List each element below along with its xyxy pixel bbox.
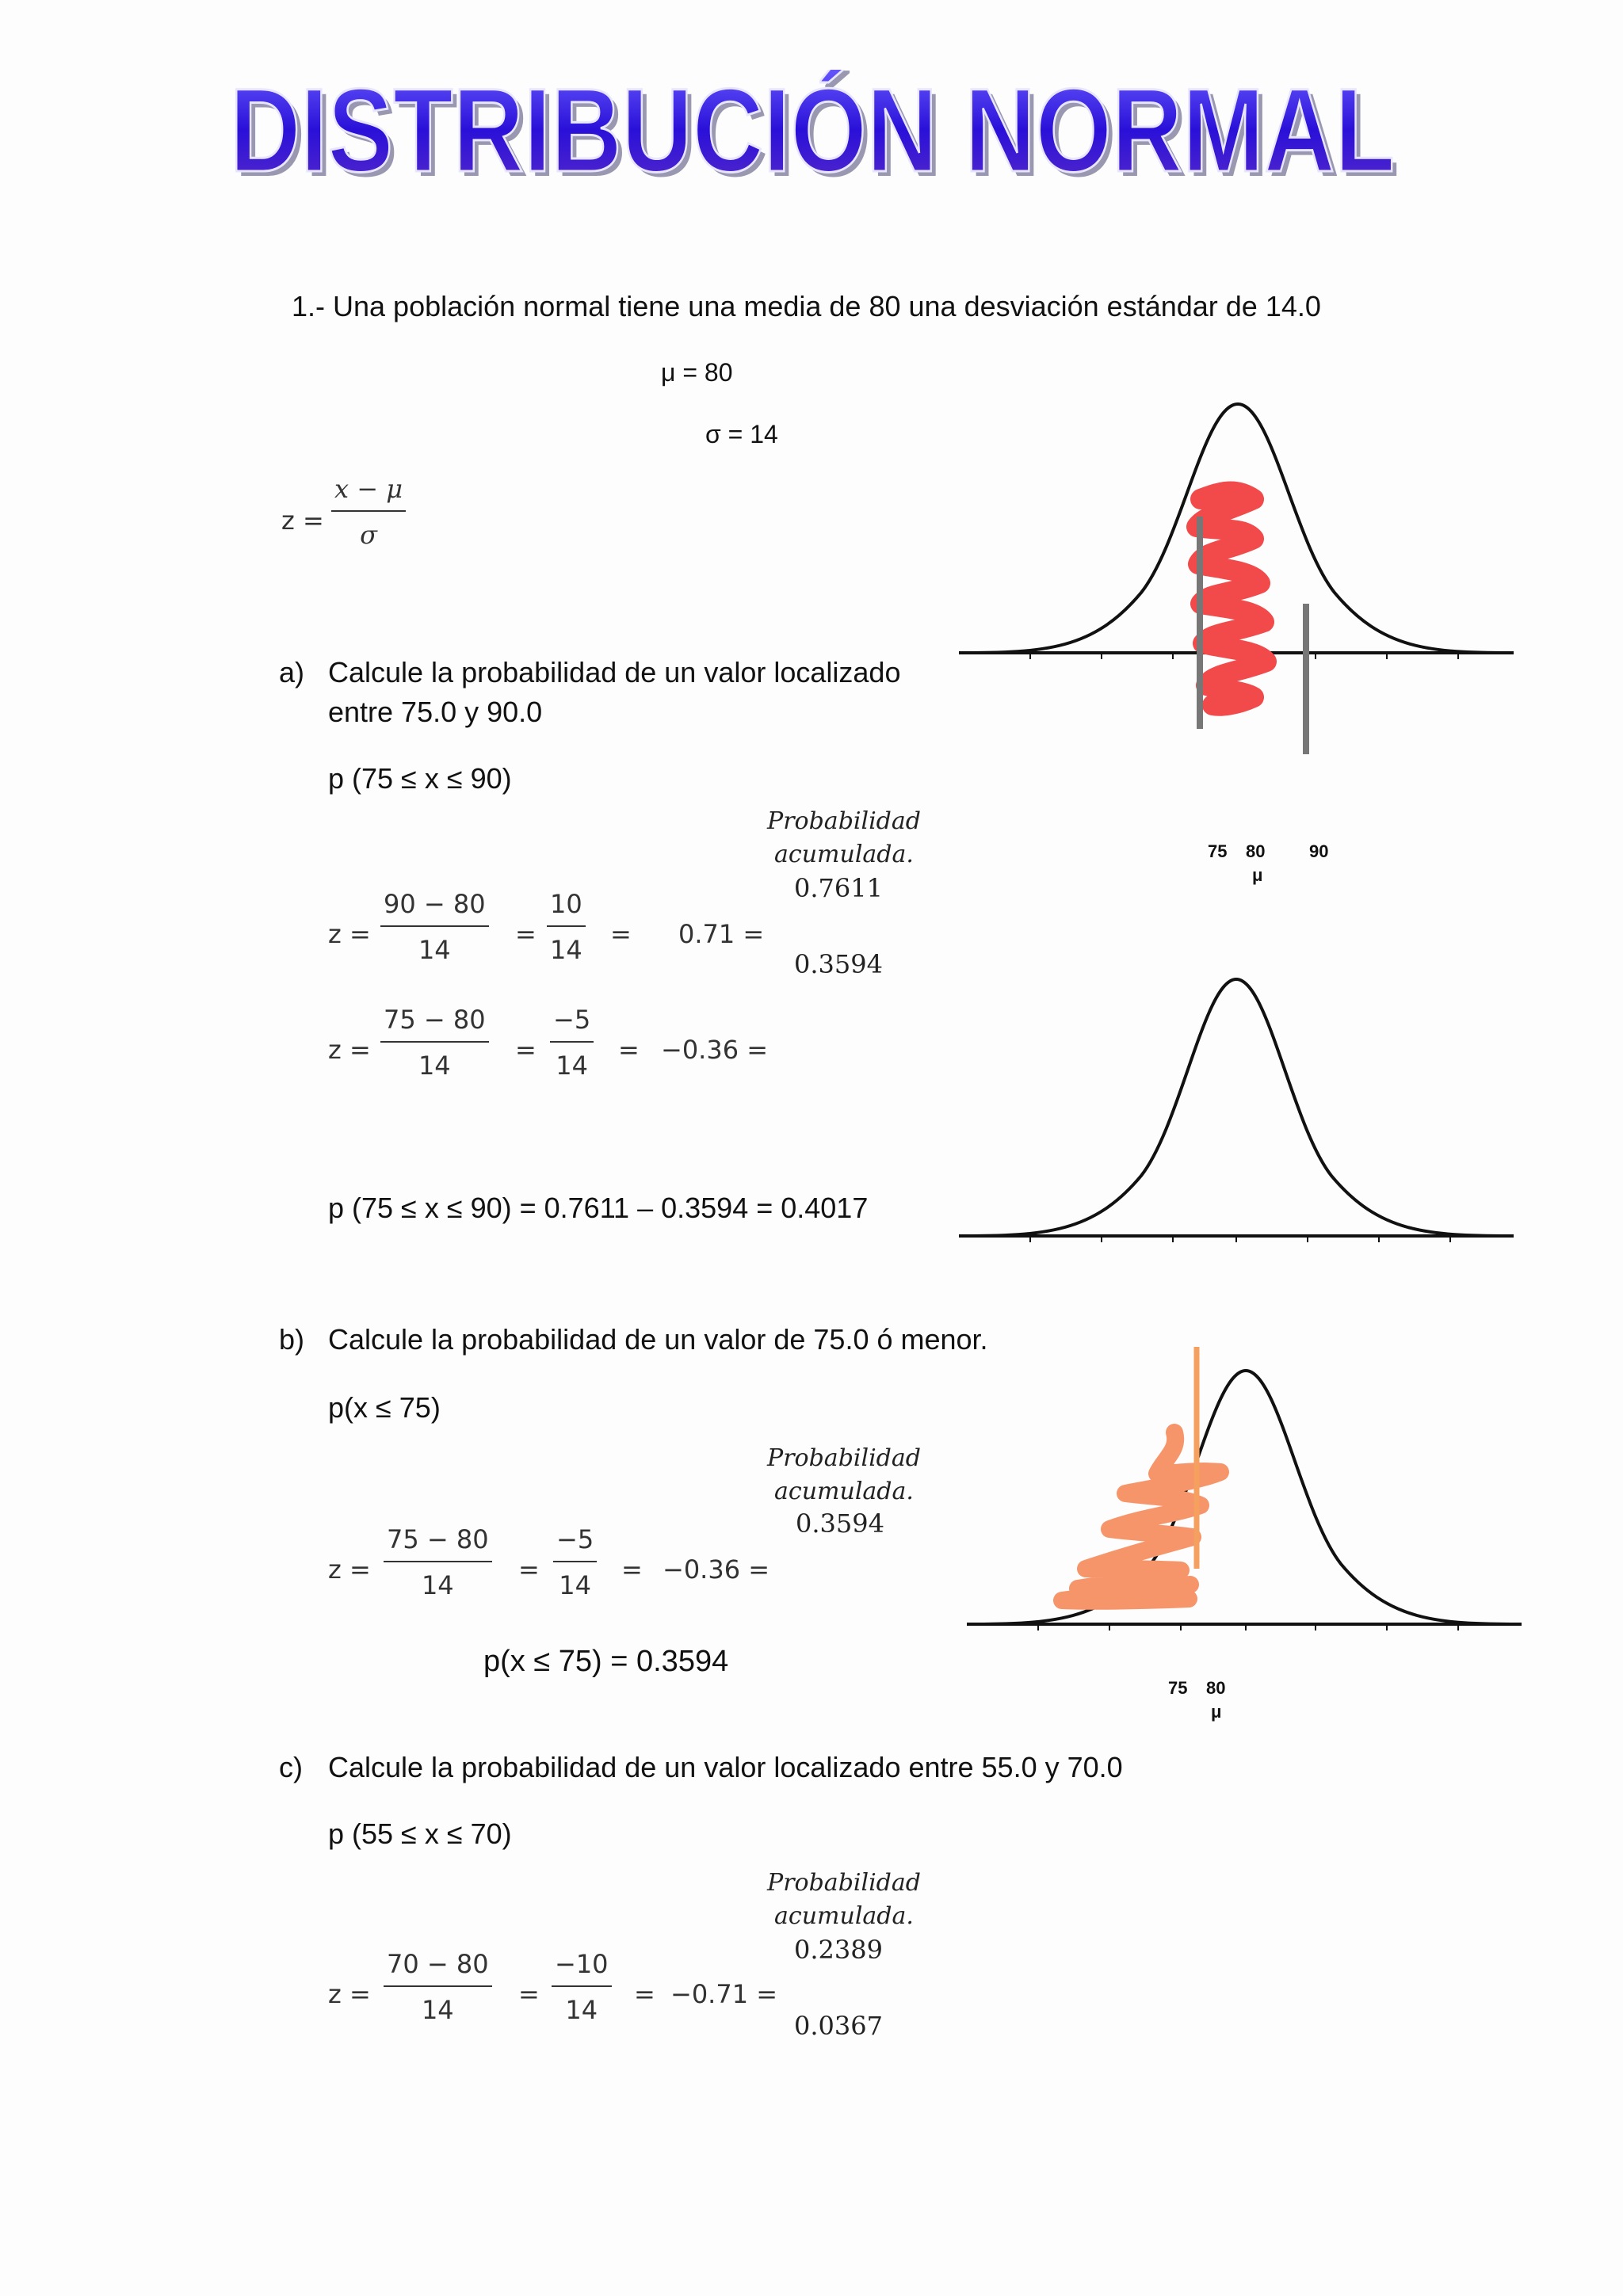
denominator: 14 bbox=[550, 935, 582, 965]
numerator: −5 bbox=[550, 1005, 594, 1043]
part-b-z1-eq1: = bbox=[518, 1554, 540, 1585]
part-c-label: c) bbox=[279, 1751, 303, 1783]
part-c-prob-header bbox=[745, 1867, 943, 1933]
formula-numerator: x − μ bbox=[331, 474, 406, 512]
part-c-z1-eq2: = bbox=[634, 1979, 655, 2009]
numerator: 10 bbox=[547, 889, 586, 927]
chart-a-label-80: 80 bbox=[1246, 841, 1266, 861]
part-a-text-2: entre 75.0 y 90.0 bbox=[328, 696, 543, 728]
mu-value: μ = 80 bbox=[661, 358, 733, 387]
part-b-answer: p(x ≤ 75) = 0.3594 bbox=[483, 1645, 729, 1678]
part-a-z2-frac2 bbox=[550, 1005, 594, 1081]
part-b-z1-eq2: = bbox=[621, 1554, 643, 1585]
title-shadow: DISTRIBUCIÓN NORMAL bbox=[235, 70, 1400, 196]
part-b-z1-lhs: z = bbox=[328, 1554, 371, 1585]
chart-b-shaded bbox=[967, 1339, 1522, 1640]
part-a-z2-lhs: z = bbox=[328, 1035, 371, 1065]
shaded-region-scribble bbox=[1197, 492, 1266, 706]
bell-curve bbox=[959, 979, 1514, 1236]
chart-a-shaded bbox=[959, 380, 1514, 776]
part-a-z2-eq1: = bbox=[515, 1035, 537, 1065]
chart-b-label-75: 75 bbox=[1168, 1678, 1188, 1698]
part-a-text-1: Calcule la probabilidad de un valor localizado bbox=[328, 656, 901, 688]
numerator: 75 − 80 bbox=[384, 1524, 492, 1562]
part-c-prob-1: 0.2389 bbox=[794, 1935, 883, 1965]
numerator: 75 − 80 bbox=[380, 1005, 489, 1043]
problem-statement: 1.- Una población normal tiene una media de 80 una desviación estándar de 14.0 bbox=[292, 290, 1321, 322]
prob-header-line1: Probabilidad bbox=[767, 807, 921, 835]
denominator: 14 bbox=[421, 1570, 454, 1600]
part-c-z1-lhs: z = bbox=[328, 1979, 371, 2009]
part-b-z1-frac2 bbox=[553, 1524, 597, 1600]
formula-fraction bbox=[331, 474, 406, 550]
part-b-expr: p(x ≤ 75) bbox=[328, 1391, 441, 1424]
part-a-answer: p (75 ≤ x ≤ 90) = 0.7611 – 0.3594 = 0.4017 bbox=[328, 1192, 869, 1224]
denominator: 14 bbox=[559, 1570, 591, 1600]
part-a-label: a) bbox=[279, 656, 305, 688]
denominator: 14 bbox=[418, 935, 451, 965]
denominator: 14 bbox=[565, 1995, 598, 2025]
part-a-z1-frac2 bbox=[547, 889, 586, 965]
part-b-label: b) bbox=[279, 1323, 305, 1356]
title-text: DISTRIBUCIÓN NORMAL bbox=[230, 70, 1395, 196]
part-a-expr: p (75 ≤ x ≤ 90) bbox=[328, 762, 512, 795]
page-title bbox=[222, 70, 1403, 196]
numerator: −10 bbox=[552, 1949, 612, 1987]
part-a-z2-frac1 bbox=[380, 1005, 489, 1081]
prob-header-line2: acumulada. bbox=[774, 1478, 914, 1505]
part-a-z1-result: 0.71 = bbox=[678, 919, 765, 949]
part-a-prob-2: 0.3594 bbox=[794, 949, 883, 979]
part-c-expr: p (55 ≤ x ≤ 70) bbox=[328, 1817, 512, 1850]
chart-b-label-mu: μ bbox=[1211, 1702, 1222, 1722]
part-b-prob-header bbox=[745, 1442, 943, 1508]
prob-header-line1: Probabilidad bbox=[767, 1444, 921, 1472]
chart-a-label-75: 75 bbox=[1208, 841, 1228, 861]
bell-curve bbox=[967, 1371, 1522, 1624]
part-b-z1-frac1 bbox=[384, 1524, 492, 1600]
part-c-prob-2: 0.0367 bbox=[794, 2011, 883, 2041]
numerator: 90 − 80 bbox=[380, 889, 489, 927]
part-c-z1-result: −0.71 = bbox=[670, 1979, 778, 2009]
part-a-z1-lhs: z = bbox=[328, 919, 371, 949]
chart-a-plain bbox=[959, 967, 1514, 1252]
part-a-prob-header bbox=[745, 805, 943, 871]
part-b-prob-1: 0.3594 bbox=[796, 1508, 884, 1539]
denominator: 14 bbox=[418, 1051, 451, 1081]
part-b-z1-result: −0.36 = bbox=[663, 1554, 770, 1585]
denominator: 14 bbox=[421, 1995, 454, 2025]
part-a-z1-eq2: = bbox=[610, 919, 632, 949]
prob-header-line1: Probabilidad bbox=[767, 1869, 921, 1897]
chart-b-label-80: 80 bbox=[1206, 1678, 1226, 1698]
prob-header-line2: acumulada. bbox=[774, 841, 914, 868]
chart-a-label-90: 90 bbox=[1309, 841, 1329, 861]
numerator: −5 bbox=[553, 1524, 597, 1562]
numerator: 70 − 80 bbox=[384, 1949, 492, 1987]
part-c-z1-frac1 bbox=[384, 1949, 492, 2025]
prob-header-line2: acumulada. bbox=[774, 1902, 914, 1930]
sigma-value: σ = 14 bbox=[705, 420, 778, 448]
formula-denominator: σ bbox=[360, 520, 377, 550]
denominator: 14 bbox=[556, 1051, 588, 1081]
part-c-z1-frac2 bbox=[552, 1949, 612, 2025]
part-a-z1-eq1: = bbox=[515, 919, 537, 949]
formula-lhs: z = bbox=[281, 505, 324, 536]
chart-a-label-mu: μ bbox=[1252, 865, 1263, 885]
part-a-z1-frac1 bbox=[380, 889, 489, 965]
part-b-text: Calcule la probabilidad de un valor de 75.0 ó menor. bbox=[328, 1323, 988, 1356]
part-c-text: Calcule la probabilidad de un valor localizado entre 55.0 y 70.0 bbox=[328, 1751, 1123, 1783]
part-a-z2-result: −0.36 = bbox=[661, 1035, 769, 1065]
part-c-z1-eq1: = bbox=[518, 1979, 540, 2009]
part-a-prob-1: 0.7611 bbox=[794, 873, 883, 903]
part-a-z2-eq2: = bbox=[618, 1035, 640, 1065]
